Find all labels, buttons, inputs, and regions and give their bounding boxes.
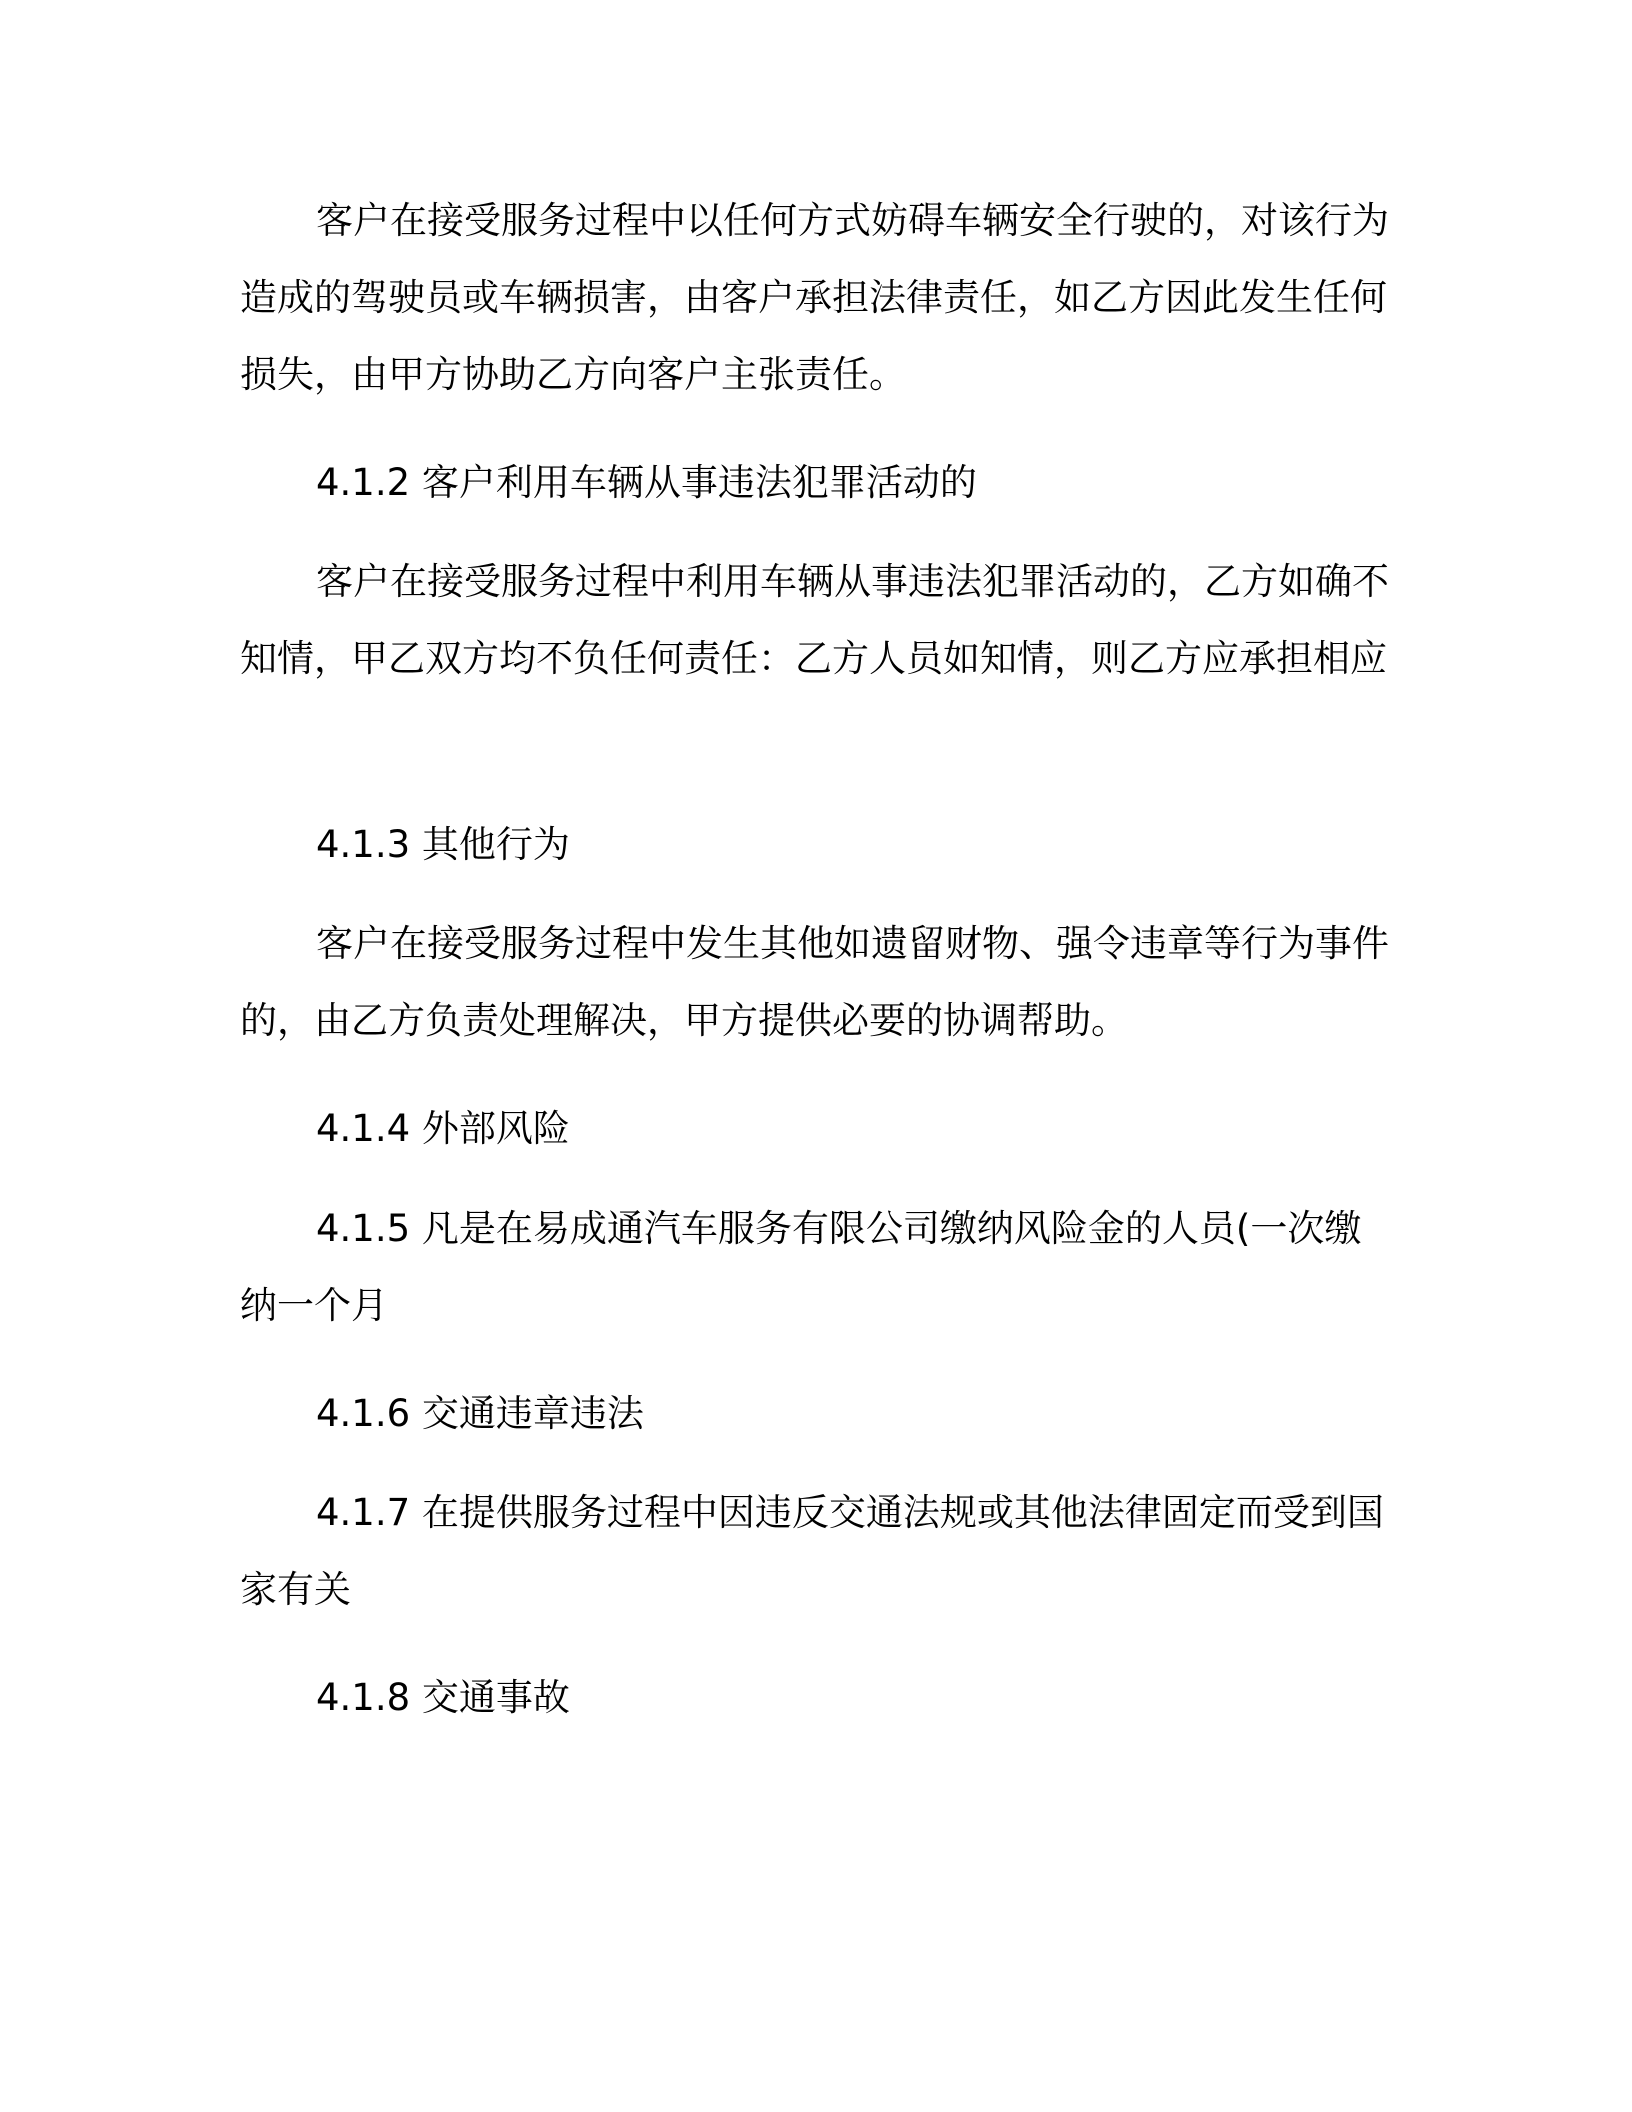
paragraph-illegal-activity: 客户在接受服务过程中利用车辆从事违法犯罪活动的，乙方如确不知情，甲乙双方均不负任何责任：乙方人员如知情，则乙方应承担相应 xyxy=(240,560,1389,680)
heading-4-1-8: 4.1.8 交通事故 xyxy=(316,1676,570,1719)
heading-4-1-2: 4.1.2 客户利用车辆从事违法犯罪活动的 xyxy=(316,461,977,504)
heading-4-1-6: 4.1.6 交通违章违法 xyxy=(316,1392,644,1435)
heading-4-1-3: 4.1.3 其他行为 xyxy=(316,823,570,866)
heading-4-1-4: 4.1.4 外部风险 xyxy=(316,1107,570,1150)
heading-4-1-5: 4.1.5 凡是在易成通汽车服务有限公司缴纳风险金的人员(一次缴纳一个月 xyxy=(240,1207,1362,1327)
heading-4-1-7: 4.1.7 在提供服务过程中因违反交通法规或其他法律固定而受到国家有关 xyxy=(240,1491,1384,1611)
paragraph-other-behavior: 客户在接受服务过程中发生其他如遗留财物、强令违章等行为事件的，由乙方负责处理解决，甲方提供必要的协调帮助。 xyxy=(240,922,1389,1042)
paragraph-obstruct-driving: 客户在接受服务过程中以任何方式妨碍车辆安全行驶的，对该行为造成的驾驶员或车辆损害，由客户承担法律责任，如乙方因此发生任何损失，由甲方协助乙方向客户主张责任。 xyxy=(240,199,1389,396)
